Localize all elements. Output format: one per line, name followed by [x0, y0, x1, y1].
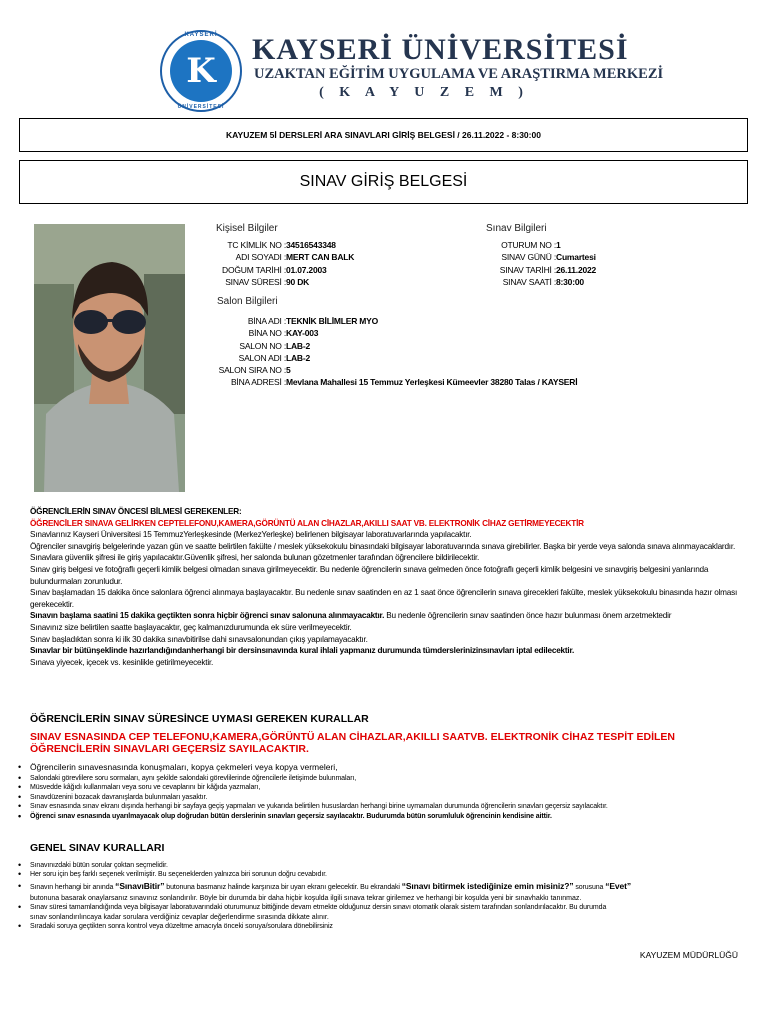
- center-abbreviation: ( K A Y U Z E M ): [319, 85, 529, 100]
- info-label: OTURUM NO :: [501, 240, 556, 250]
- during-exam-warning: SINAV ESNASINDA CEP TELEFONU,KAMERA,GÖRÜNTÜ ALAN CİHAZLAR,AKILLI SAATVB. ELEKTRONİK CİHAZ TESPİT EDİLEN ÖĞRENCİLERİN SINAVLARI GEÇERSİZ SAYILACAKTIR.: [30, 731, 675, 755]
- info-row: [480, 240, 596, 252]
- info-row: [200, 252, 354, 264]
- salon-info-list: [200, 316, 577, 390]
- confirm-question: “Sınavı bitirmek istediğinize emin misiniz?”: [401, 880, 574, 891]
- info-row: [200, 365, 577, 377]
- during-exam-heading: ÖĞRENCİLERİN SINAV SÜRESİNCE UYMASI GEREKEN KURALLAR: [30, 713, 369, 725]
- info-label: BİNA ADRESİ :: [230, 377, 286, 388]
- general-rules-heading: GENEL SINAV KURALLARI: [30, 842, 165, 854]
- info-label: SINAV SÜRESİ :: [225, 276, 286, 287]
- info-row: [200, 316, 577, 328]
- general-rule-list: [30, 861, 631, 931]
- personal-info-list: [200, 240, 354, 289]
- rule-line: Sınavlara güvenlik şifresi ile giriş yapılacaktır.Güvenlik şifresi, her salonda bulunan gözetmenler tarafından öğrencilere bildirilecektir.: [30, 553, 480, 563]
- info-label: BİNA ADI :: [247, 316, 286, 326]
- info-value: 8:30:00: [556, 276, 584, 287]
- yes-button-label: “Evet”: [605, 880, 632, 891]
- during-rule-item: • Sınavdüzenini bozacak davranışlarda bulunmaları yasaktır.: [30, 793, 608, 802]
- finish-button-label: “SınavıBitir”: [115, 880, 165, 891]
- info-row: [200, 265, 354, 277]
- general-rule-item: • Sınav süresi tamamlandığında veya bilgisayar laboratuvarındaki oturumunuz bittiğinde devam etmekte olduğunuz dersin sınavı otomatik olarak sistem tarafından sonlandırılacaktır. Bu durumda: [30, 903, 631, 912]
- pre-exam-heading: ÖĞRENCİLERİN SINAV ÖNCESİ BİLMESİ GEREKENLER:: [30, 507, 242, 516]
- late-entry-note: Bu nedenle öğrencilerin sınav saatinden önce hazır bulunması önem arzetmektedir: [384, 611, 672, 621]
- info-row: [200, 277, 354, 289]
- during-rule-item: • Sınav esnasında sınav ekranı dışında herhangi bir sayfaya geçiş yapmaları ve yukarıda belirtilen hususlardan herhangi birine uymamaları durumunda öğrencilerin sınavları geçersiz sayılacaktır.: [30, 802, 608, 811]
- general-rule-item: • Sıradaki soruya geçtikten sonra kontrol veya düzeltme amacıyla önceki soruya/sorulara dönebilirsiniz: [30, 922, 631, 931]
- info-value: 90 DK: [286, 276, 310, 287]
- exam-info-list: [480, 240, 596, 289]
- info-label: TC KİMLİK NO :: [227, 240, 286, 250]
- info-value: 1: [556, 240, 561, 250]
- info-row: [200, 328, 577, 340]
- info-value: Mevlana Mahallesi 15 Temmuz Yerleşkesi Kümeevler 38280 Talas / KAYSERİ: [286, 377, 578, 388]
- info-label: SALON NO :: [239, 340, 286, 351]
- info-value: 01.07.2003: [286, 264, 327, 275]
- info-row: [200, 353, 577, 365]
- rule-line: Sınav başlamadan 15 dakika önce salonlara öğrenci alınmaya başlayacaktır. Bu nedenle sınav saatinden en az 1 saat önce öğrencilerin sınava girecekleri fakülte, meslek yüksekokulu binasında hazır olması gerekecektir.: [30, 588, 738, 609]
- info-label: SINAV SAATİ :: [502, 276, 556, 287]
- rule-text: butonuna basmanız halinde karşınıza bir uyarı ekranı gelecektir. Bu ekrandaki: [166, 883, 400, 891]
- footer-signature: KAYUZEM MÜDÜRLÜĞÜ: [639, 950, 738, 960]
- document-title: SINAV GİRİŞ BELGESİ: [299, 173, 468, 190]
- info-row: [480, 265, 596, 277]
- exam-info-heading: Sınav Bilgileri: [486, 223, 547, 234]
- university-logo: [160, 30, 242, 112]
- rule-line: Sınav giriş belgesi ve fotoğraflı geçerli kimlik belgesi olmadan sınava girilmeyecektir. Bu nedenle öğrencilerin sınava gelmeden önce fotoğraflı geçerli kimlik belgesini ve sınavgiriş belgesini yanlarında bulundurmaları zorunludur.: [30, 564, 709, 586]
- logo-letter: K: [186, 51, 216, 91]
- info-value: 34516543348: [286, 240, 336, 250]
- info-label: ADI SOYADI :: [235, 252, 286, 263]
- center-name: UZAKTAN EĞİTİM UYGULAMA VE ARAŞTIRMA MERKEZİ: [254, 66, 664, 82]
- rule-line: Sınavınız size belirtilen saatte başlayacaktır, geç kalmanızdurumunda ek süre verilmeyecektir.: [30, 622, 352, 632]
- exam-title-box: [19, 118, 748, 152]
- general-rule-continuation: sınav sonlandırılıncaya kadar sorulara verdiğiniz cevaplar değerlendirme sırasında dikkate alınır.: [30, 913, 329, 921]
- student-photo: [34, 224, 185, 492]
- personal-info-heading: Kişisel Bilgiler: [216, 223, 278, 234]
- info-value: LAB-2: [286, 340, 311, 351]
- info-row: [200, 377, 577, 389]
- info-row: [200, 240, 354, 252]
- info-label: SINAV GÜNÜ :: [501, 252, 556, 263]
- cancel-rule: Sınavlar bir bütünşeklinde hazırlandığındanherhangi bir dersinsınavında kural ihlali yapmanız durumunda tümderslerinizinsınavları iptal edilecektir.: [30, 646, 575, 656]
- info-value: KAY-003: [286, 328, 319, 339]
- general-rule-item: • Sınavınızdaki bütün sorular çoktan seçmelidir.: [30, 861, 631, 870]
- during-rule-list: [30, 774, 608, 821]
- info-label: SALON SIRA NO :: [218, 365, 286, 376]
- general-rule-continuation: butonuna basarak onaylarsanız sınavınız sonlandırılır. Böyle bir durumda bir daha hiçbir koşulda ilgili sınava tekrar girilemez ve herhangi bir koşulda yeni bir sınavhakkı tanınmaz.: [30, 894, 582, 902]
- info-value: TEKNİK BİLİMLER MYO: [286, 316, 379, 326]
- general-rule-item: [30, 880, 631, 894]
- university-name: KAYSERİ ÜNİVERSİTESİ: [252, 33, 629, 66]
- rule-line: Sınav başladıktan sonra ki ilk 30 dakika sınavbitirilse dahi sınavsalonundan çıkış yapılamayacaktır.: [30, 634, 368, 644]
- rule-line: Öğrenciler sınavgiriş belgelerinde yazan gün ve saatte belirtilen fakülte / meslek yüksekokulu binasındaki bilgisayar laboratuvarında sınava girebilirler. Başka bir yerde veya salonda sınava alınmayacaklardır.: [30, 541, 736, 551]
- info-value: Cumartesi: [556, 252, 596, 263]
- general-rule-item: • Her soru için beş farklı seçenek verilmiştir. Bu seçeneklerden yalnızca biri sorunun doğru cevabıdır.: [30, 870, 631, 879]
- info-value: MERT CAN BALK: [286, 252, 355, 263]
- logo-top-text: KAYSERİ: [184, 32, 218, 38]
- during-rule-item-bold: • Öğrenci sınav esnasında uyarılmayacak olup doğrudan bütün derslerinin sınavları geçersiz sayılacaktır. Budurumda bütün sorumluluk öğrencinin kendisine aittir.: [30, 812, 608, 821]
- info-value: 26.11.2022: [556, 264, 597, 275]
- logo-bottom-text: ÜNİVERSİTESİ: [177, 104, 225, 110]
- exam-title: KAYUZEM 5İ DERSLERİ ARA SINAVLARI GİRİŞ BELGESİ / 26.11.2022 - 8:30:00: [226, 130, 541, 140]
- during-rule-item: • Salondaki görevlilere soru sormaları, aynı şekilde salondaki görevlilerinde öğrencilerle iletişimde bulunmaları,: [30, 774, 608, 783]
- during-rule-item: • Müsvedde kâğıdı kullanmaları veya soru ve cevaplarını bir kâğıda yazmaları,: [30, 783, 608, 792]
- rule-line: [30, 610, 742, 622]
- pre-exam-rules: [30, 506, 742, 668]
- info-value: 5: [286, 365, 291, 376]
- salon-info-heading: Salon Bilgileri: [217, 296, 278, 307]
- during-rule-text: Öğrencilerin sınavesnasında konuşmaları, kopya çekmeleri veya kopya vermeleri,: [30, 762, 338, 772]
- rule-text: sorusuna: [575, 883, 604, 891]
- document-title-box: [19, 160, 748, 204]
- rule-text: Sınavın herhangi bir anında: [30, 883, 114, 891]
- rule-line: Sınava yiyecek, içecek vs. kesinlikle getirilmeyecektir.: [30, 657, 214, 667]
- rule-line: Sınavlarınız Kayseri Üniversitesi 15 TemmuzYerleşkesinde (MerkezYerleşke) belirlenen bilgisayar laboratuvarlarında yapılacaktır.: [30, 530, 472, 540]
- pre-exam-warning: ÖĞRENCİLER SINAVA GELİRKEN CEPTELEFONU,KAMERA,GÖRÜNTÜ ALAN CİHAZLAR,AKILLI SAAT VB. ELEKTRONİK CİHAZ GETİRMEYECEKTİR: [30, 518, 584, 528]
- info-row: [200, 341, 577, 353]
- info-label: BİNA NO :: [248, 328, 286, 339]
- info-value: LAB-2: [286, 352, 311, 363]
- during-rule-first: • Öğrencilerin sınavesnasında konuşmaları, kopya çekmeleri veya kopya vermeleri,: [18, 762, 338, 772]
- info-label: SINAV TARİHİ :: [499, 264, 556, 275]
- info-label: DOĞUM TARİHİ :: [222, 264, 286, 275]
- info-row: [480, 252, 596, 264]
- info-label: SALON ADI :: [238, 352, 286, 363]
- late-entry-rule: Sınavın başlama saatini 15 dakika geçtikten sonra hiçbir öğrenci sınav salonuna alınmayacaktır.: [30, 611, 385, 621]
- info-row: [480, 277, 596, 289]
